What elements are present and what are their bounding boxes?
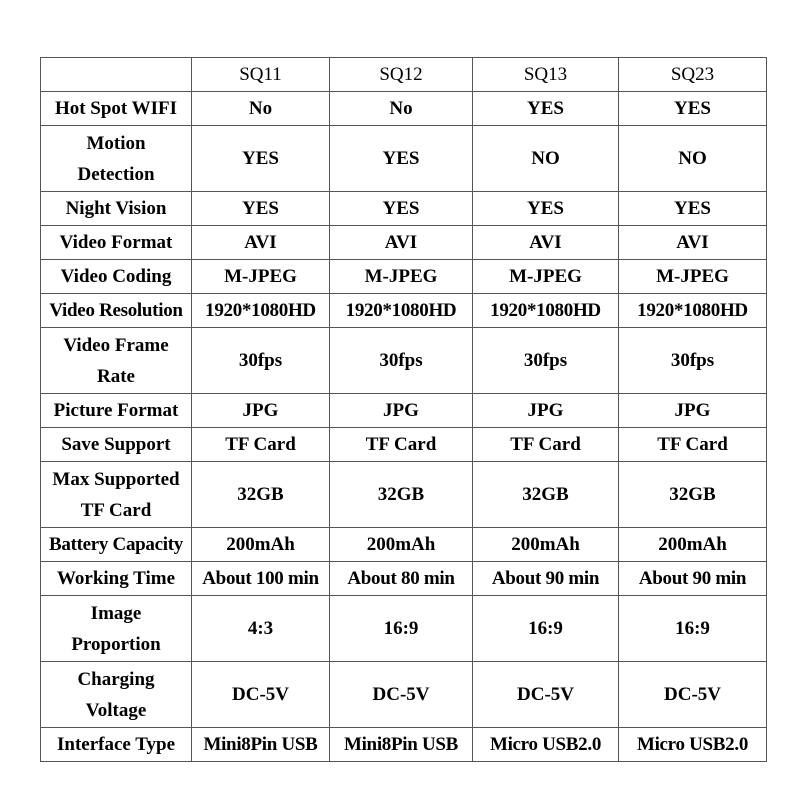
- table-cell: 16:9: [473, 596, 619, 662]
- table-cell: 16:9: [619, 596, 767, 662]
- table-cell: AVI: [473, 226, 619, 260]
- table-cell: YES: [473, 92, 619, 126]
- table-cell: About 90 min: [473, 562, 619, 596]
- table-cell: 32GB: [619, 462, 767, 528]
- table-cell: About 90 min: [619, 562, 767, 596]
- row-label: Video Resolution: [41, 294, 192, 328]
- table-cell: NO: [619, 126, 767, 192]
- table-cell: No: [192, 92, 330, 126]
- table-cell: TF Card: [473, 428, 619, 462]
- table-cell: YES: [192, 192, 330, 226]
- table-cell: Mini8Pin USB: [192, 728, 330, 762]
- table-cell: M-JPEG: [619, 260, 767, 294]
- row-label: Image Proportion: [41, 596, 192, 662]
- table-row: [41, 562, 767, 596]
- table-cell: 1920*1080HD: [330, 294, 473, 328]
- row-label: Picture Format: [41, 394, 192, 428]
- table-row: [41, 192, 767, 226]
- table-cell: 32GB: [192, 462, 330, 528]
- table-cell: DC-5V: [330, 662, 473, 728]
- table-cell: DC-5V: [192, 662, 330, 728]
- table-row: [41, 428, 767, 462]
- table-cell: Mini8Pin USB: [330, 728, 473, 762]
- table-row: [41, 528, 767, 562]
- row-label: Charging Voltage: [41, 662, 192, 728]
- column-header-sq11: SQ11: [192, 58, 330, 92]
- table-cell: 4:3: [192, 596, 330, 662]
- row-label: Night Vision: [41, 192, 192, 226]
- table-row: [41, 394, 767, 428]
- table-cell: AVI: [192, 226, 330, 260]
- table-cell: M-JPEG: [473, 260, 619, 294]
- row-label: Motion Detection: [41, 126, 192, 192]
- table-row: [41, 662, 767, 728]
- table-row: [41, 294, 767, 328]
- table-cell: 200mAh: [473, 528, 619, 562]
- table-row: [41, 92, 767, 126]
- table-cell: TF Card: [192, 428, 330, 462]
- table-cell: 32GB: [330, 462, 473, 528]
- row-label: Working Time: [41, 562, 192, 596]
- table-cell: TF Card: [330, 428, 473, 462]
- table-cell: JPG: [192, 394, 330, 428]
- table-cell: YES: [619, 192, 767, 226]
- row-label: Hot Spot WIFI: [41, 92, 192, 126]
- table-cell: YES: [192, 126, 330, 192]
- table-cell: TF Card: [619, 428, 767, 462]
- table-cell: 200mAh: [192, 528, 330, 562]
- table-cell: 1920*1080HD: [473, 294, 619, 328]
- table-row: [41, 728, 767, 762]
- row-label: Video Coding: [41, 260, 192, 294]
- row-label: Video Format: [41, 226, 192, 260]
- table-row: [41, 260, 767, 294]
- table-row: [41, 596, 767, 662]
- table-row: [41, 126, 767, 192]
- row-label: Video Frame Rate: [41, 328, 192, 394]
- table-cell: DC-5V: [619, 662, 767, 728]
- table-cell: 30fps: [619, 328, 767, 394]
- table-cell: JPG: [619, 394, 767, 428]
- table-row: [41, 328, 767, 394]
- table-header-row: [41, 58, 767, 92]
- table-cell: DC-5V: [473, 662, 619, 728]
- table-cell: About 80 min: [330, 562, 473, 596]
- table-cell: Micro USB2.0: [619, 728, 767, 762]
- table-row: [41, 462, 767, 528]
- table-cell: YES: [330, 192, 473, 226]
- table-row: [41, 226, 767, 260]
- table-cell: 30fps: [330, 328, 473, 394]
- table-cell: M-JPEG: [330, 260, 473, 294]
- table-cell: YES: [619, 92, 767, 126]
- table-cell: JPG: [330, 394, 473, 428]
- table-cell: 16:9: [330, 596, 473, 662]
- table-cell: 30fps: [473, 328, 619, 394]
- table-cell: 32GB: [473, 462, 619, 528]
- table-cell: YES: [473, 192, 619, 226]
- table-cell: JPG: [473, 394, 619, 428]
- column-header-sq12: SQ12: [330, 58, 473, 92]
- table-cell: No: [330, 92, 473, 126]
- row-label: Interface Type: [41, 728, 192, 762]
- spec-comparison-table: [40, 57, 767, 762]
- table-cell: AVI: [619, 226, 767, 260]
- row-label: Max Supported TF Card: [41, 462, 192, 528]
- column-header-sq13: SQ13: [473, 58, 619, 92]
- table-cell: 1920*1080HD: [192, 294, 330, 328]
- table-cell: 200mAh: [619, 528, 767, 562]
- table-cell: AVI: [330, 226, 473, 260]
- table-cell: 30fps: [192, 328, 330, 394]
- table-cell: 1920*1080HD: [619, 294, 767, 328]
- table-cell: NO: [473, 126, 619, 192]
- table-corner-cell: [41, 58, 192, 92]
- table-cell: About 100 min: [192, 562, 330, 596]
- column-header-sq23: SQ23: [619, 58, 767, 92]
- row-label: Battery Capacity: [41, 528, 192, 562]
- table-cell: Micro USB2.0: [473, 728, 619, 762]
- table-cell: M-JPEG: [192, 260, 330, 294]
- row-label: Save Support: [41, 428, 192, 462]
- table-cell: 200mAh: [330, 528, 473, 562]
- table-cell: YES: [330, 126, 473, 192]
